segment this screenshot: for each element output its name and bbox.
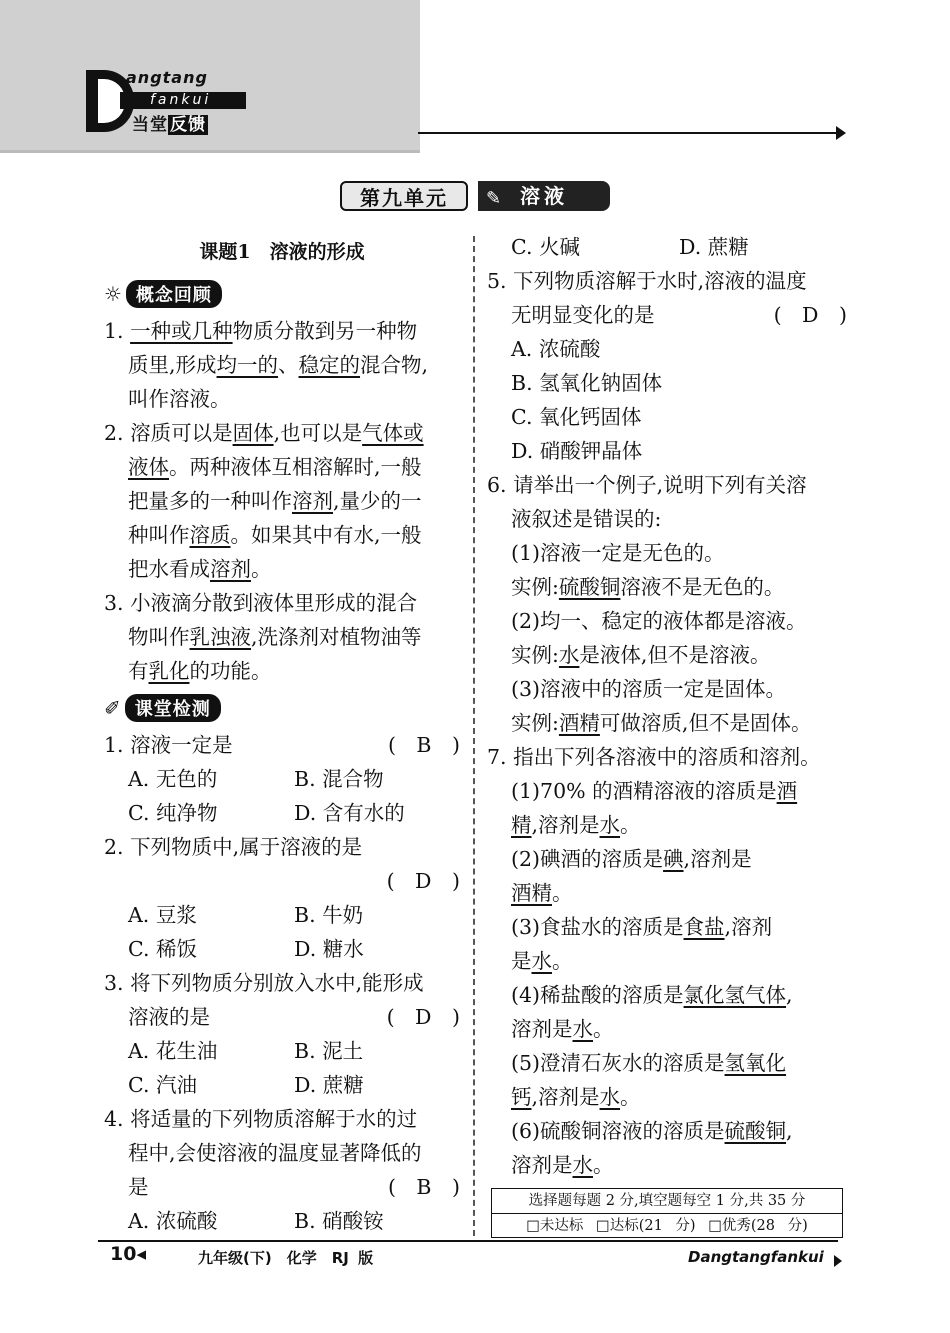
review-q2-line1 bbox=[104, 416, 460, 450]
check-q1-stem bbox=[104, 728, 460, 762]
check-q4-opts-cd bbox=[487, 230, 847, 264]
text: 。 bbox=[593, 1017, 614, 1041]
text: 把水看成 bbox=[128, 557, 210, 581]
text: 、 bbox=[278, 353, 299, 377]
answer: 硫酸铜 bbox=[558, 575, 621, 599]
unit-label: 第九单元 bbox=[340, 181, 468, 211]
review-q2-line4 bbox=[104, 518, 460, 552]
check-q7-p4-line1 bbox=[487, 978, 847, 1012]
check-q3-opts-cd bbox=[104, 1068, 460, 1102]
option: A. 浓硫酸 bbox=[128, 1209, 218, 1233]
option: C. 火碱 bbox=[511, 235, 580, 259]
logo-top-text: angtang bbox=[126, 68, 208, 87]
left-column bbox=[104, 230, 460, 1238]
review-q2-line2 bbox=[104, 450, 460, 484]
answer: 溶剂 bbox=[210, 557, 251, 581]
text: ,溶剂是 bbox=[683, 847, 752, 871]
text: 实例: bbox=[511, 711, 559, 735]
check-q1-opts-ab bbox=[104, 762, 460, 796]
review-q2-line5 bbox=[104, 552, 460, 586]
text: 溶剂是 bbox=[511, 1017, 573, 1041]
text: , bbox=[786, 983, 793, 1007]
review-q3-line3 bbox=[104, 654, 460, 688]
answer: 氢氧化 bbox=[724, 1051, 787, 1075]
answer: 气体或 bbox=[362, 421, 424, 445]
answer: 食盐 bbox=[683, 915, 725, 939]
check-q6-s3: (3)溶液中的溶质一定是固体。 bbox=[511, 677, 787, 701]
check-q6-stem1: 6. 请举出一个例子,说明下列有关溶 bbox=[487, 473, 807, 497]
section-check-label: 课堂检测 bbox=[125, 694, 221, 722]
answer: 水 bbox=[531, 949, 552, 973]
answer: 均一的 bbox=[216, 353, 279, 377]
footer-arrow-icon bbox=[834, 1255, 842, 1267]
option: B. 牛奶 bbox=[294, 903, 364, 927]
lesson-title: 课题1 溶液的形成 bbox=[199, 241, 365, 263]
check-q7-p1-line2 bbox=[487, 808, 847, 842]
check-q5-opt-c: C. 氧化钙固体 bbox=[511, 405, 642, 429]
logo-chinese bbox=[132, 110, 208, 135]
option: B. 混合物 bbox=[294, 767, 384, 791]
section-check bbox=[104, 688, 460, 728]
answer: 一种或几种 bbox=[130, 319, 233, 343]
score-rule: 选择题每题 2 分,填空题每空 1 分,共 35 分 bbox=[492, 1189, 842, 1214]
text: 是液体,但不是溶液。 bbox=[579, 643, 771, 667]
text: 1. 溶液一定是 bbox=[104, 733, 233, 757]
text: 质里,形成 bbox=[128, 353, 217, 377]
check-q7-p3-line2 bbox=[487, 944, 847, 978]
text: 无明显变化的是 bbox=[511, 303, 655, 327]
text: 溶液不是无色的。 bbox=[620, 575, 785, 599]
answer: ( B ) bbox=[387, 733, 460, 757]
text: 是 bbox=[128, 1175, 149, 1199]
review-q3-line2 bbox=[104, 620, 460, 654]
option: A. 豆浆 bbox=[128, 903, 197, 927]
text: (2)碘酒的溶质是 bbox=[511, 847, 664, 871]
answer: ( D ) bbox=[386, 869, 460, 893]
text: ,溶剂是 bbox=[531, 1085, 600, 1109]
option: C. 汽油 bbox=[128, 1073, 197, 1097]
text: (1)70% 的酒精溶液的溶质是 bbox=[511, 779, 777, 803]
check-q6-s2: (2)均一、稳定的液体都是溶液。 bbox=[511, 609, 807, 633]
check-q7-p2-line1 bbox=[487, 842, 847, 876]
review-q3-line1: 3. 小液滴分散到液体里形成的混合 bbox=[104, 591, 418, 615]
text: 把量多的一种叫作 bbox=[128, 489, 292, 513]
review-q1-line2 bbox=[104, 348, 460, 382]
text: (3)食盐水的溶质是 bbox=[511, 915, 684, 939]
answer: 乳浊液 bbox=[189, 625, 251, 649]
check-q4-stem2: 程中,会使溶液的温度显著降低的 bbox=[128, 1141, 422, 1165]
text: (5)澄清石灰水的溶质是 bbox=[511, 1051, 725, 1075]
section-review bbox=[104, 274, 460, 314]
answer: 碘 bbox=[663, 847, 684, 871]
logo-mid-text: fankui bbox=[150, 92, 212, 108]
text: 的功能。 bbox=[189, 659, 272, 683]
option: C. 纯净物 bbox=[128, 801, 218, 825]
check-q7-p6-line1 bbox=[487, 1114, 847, 1148]
text: 溶剂是 bbox=[511, 1153, 573, 1177]
footer-rule bbox=[98, 1240, 838, 1242]
text: 溶液的是 bbox=[128, 1005, 210, 1029]
pencil-icon: ✐ bbox=[104, 696, 121, 720]
check-q2-stem: 2. 下列物质中,属于溶液的是 bbox=[104, 835, 363, 859]
answer: 水 bbox=[572, 1153, 593, 1177]
check-q5-opt-d: D. 硝酸钾晶体 bbox=[511, 439, 643, 463]
check-q3-stem2 bbox=[104, 1000, 460, 1034]
check-q4-opts-ab bbox=[104, 1204, 460, 1238]
text: 。 bbox=[552, 881, 573, 905]
page-number: 10◂ bbox=[110, 1243, 146, 1265]
answer: 氯化氢气体 bbox=[683, 983, 787, 1007]
header-strip bbox=[0, 150, 420, 153]
answer: 水 bbox=[558, 643, 580, 667]
answer: 酒精 bbox=[511, 881, 552, 905]
answer: 水 bbox=[572, 1017, 593, 1041]
answer: 溶质 bbox=[189, 523, 231, 547]
text: ,洗涤剂对植物油等 bbox=[251, 625, 422, 649]
text: 是 bbox=[511, 949, 532, 973]
header-rule bbox=[418, 132, 838, 134]
unit-topic-banner bbox=[478, 181, 610, 211]
answer: 水 bbox=[599, 1085, 621, 1109]
text: 混合物, bbox=[360, 353, 429, 377]
text: 实例: bbox=[511, 643, 559, 667]
answer: 酒 bbox=[776, 779, 798, 803]
answer: 硫酸铜 bbox=[724, 1119, 787, 1143]
check-q3-opts-ab bbox=[104, 1034, 460, 1068]
score-levels[interactable]: □未达标 □达标(21 分) □优秀(28 分) bbox=[526, 1218, 808, 1234]
text: ,也可以是 bbox=[273, 421, 363, 445]
text: 种叫作 bbox=[128, 523, 190, 547]
review-q1-line3: 叫作溶液。 bbox=[128, 387, 231, 411]
text: 。如果其中有水,一般 bbox=[230, 523, 422, 547]
header-arrow-icon bbox=[836, 126, 846, 140]
answer: 液体 bbox=[128, 455, 169, 479]
text: 1. bbox=[104, 319, 131, 343]
option: D. 糖水 bbox=[294, 937, 364, 961]
option: D. 蔗糖 bbox=[679, 235, 749, 259]
answer: 溶剂 bbox=[292, 489, 333, 513]
check-q4-stem1: 4. 将适量的下列物质溶解于水的过 bbox=[104, 1107, 418, 1131]
answer: 精 bbox=[511, 813, 532, 837]
answer: 稳定的 bbox=[298, 353, 361, 377]
right-column bbox=[487, 230, 847, 1182]
text: 。 bbox=[620, 813, 641, 837]
logo-cn-a: 当堂 bbox=[132, 115, 168, 135]
score-box bbox=[491, 1188, 843, 1238]
check-q7-p6-line2 bbox=[487, 1148, 847, 1182]
text: 2. 溶质可以是 bbox=[104, 421, 233, 445]
answer: ( D ) bbox=[773, 303, 847, 327]
text: 实例: bbox=[511, 575, 559, 599]
text: (4)稀盐酸的溶质是 bbox=[511, 983, 684, 1007]
pen-icon: ✎ bbox=[486, 188, 506, 209]
text: 物质分散到另一种物 bbox=[232, 319, 418, 343]
check-q6-stem2: 液叙述是错误的: bbox=[511, 507, 662, 531]
answer: 酒精 bbox=[558, 711, 600, 735]
text: ,量少的一 bbox=[333, 489, 422, 513]
text: 。两种液体互相溶解时,一般 bbox=[169, 455, 422, 479]
lightbulb-icon: ☼ bbox=[104, 282, 122, 306]
header-gray-block bbox=[0, 0, 420, 152]
text: ,溶剂是 bbox=[531, 813, 600, 837]
review-q1-line1 bbox=[104, 314, 460, 348]
option: A. 无色的 bbox=[128, 767, 218, 791]
text: 物叫作 bbox=[128, 625, 190, 649]
footer-brand: Dangtangfankui bbox=[688, 1248, 824, 1266]
check-q4-stem3 bbox=[104, 1170, 460, 1204]
option: A. 花生油 bbox=[128, 1039, 218, 1063]
text: 可做溶质,但不是固体。 bbox=[599, 711, 812, 735]
review-q2-line3 bbox=[104, 484, 460, 518]
check-q1-opts-cd bbox=[104, 796, 460, 830]
check-q7-p3-line1 bbox=[487, 910, 847, 944]
column-divider bbox=[473, 236, 475, 1236]
check-q6-s1: (1)溶液一定是无色的。 bbox=[511, 541, 725, 565]
check-q7-p5-line1 bbox=[487, 1046, 847, 1080]
check-q2-opts-ab bbox=[104, 898, 460, 932]
check-q6-e1 bbox=[487, 570, 847, 604]
text: , bbox=[786, 1119, 793, 1143]
check-q2-answer-line bbox=[104, 864, 460, 898]
option: B. 硝酸铵 bbox=[294, 1209, 384, 1233]
answer: ( D ) bbox=[386, 1005, 460, 1029]
answer: 固体 bbox=[232, 421, 274, 445]
text: 。 bbox=[620, 1085, 641, 1109]
text: 。 bbox=[593, 1153, 614, 1177]
check-q7-p2-line2 bbox=[487, 876, 847, 910]
check-q7-stem: 7. 指出下列各溶液中的溶质和溶剂。 bbox=[487, 745, 821, 769]
check-q5-stem2 bbox=[487, 298, 847, 332]
unit-topic: 溶液 bbox=[520, 184, 568, 208]
option: B. 泥土 bbox=[294, 1039, 364, 1063]
check-q7-p5-line2 bbox=[487, 1080, 847, 1114]
text: ,溶剂 bbox=[724, 915, 773, 939]
logo-cn-b: 反馈 bbox=[170, 115, 206, 135]
check-q5-stem1: 5. 下列物质溶解于水时,溶液的温度 bbox=[487, 269, 807, 293]
text: 。 bbox=[552, 949, 573, 973]
text: (6)硫酸铜溶液的溶质是 bbox=[511, 1119, 725, 1143]
section-review-label: 概念回顾 bbox=[126, 280, 222, 308]
answer: 钙 bbox=[511, 1085, 532, 1109]
check-q6-e2 bbox=[487, 638, 847, 672]
check-q7-p1-line1 bbox=[487, 774, 847, 808]
check-q6-e3 bbox=[487, 706, 847, 740]
text: 。 bbox=[251, 557, 272, 581]
check-q5-opt-a: A. 浓硫酸 bbox=[511, 337, 601, 361]
check-q2-opts-cd bbox=[104, 932, 460, 966]
footer-grade: 九年级(下) 化学 RJ 版 bbox=[198, 1249, 374, 1267]
answer: ( B ) bbox=[387, 1175, 460, 1199]
option: D. 蔗糖 bbox=[294, 1073, 364, 1097]
check-q7-p4-line2 bbox=[487, 1012, 847, 1046]
check-q3-stem1: 3. 将下列物质分别放入水中,能形成 bbox=[104, 971, 424, 995]
answer: 乳化 bbox=[148, 659, 190, 683]
option: C. 稀饭 bbox=[128, 937, 197, 961]
answer: 水 bbox=[599, 813, 621, 837]
check-q5-opt-b: B. 氢氧化钠固体 bbox=[511, 371, 663, 395]
option: D. 含有水的 bbox=[294, 801, 405, 825]
text: 有 bbox=[128, 659, 149, 683]
